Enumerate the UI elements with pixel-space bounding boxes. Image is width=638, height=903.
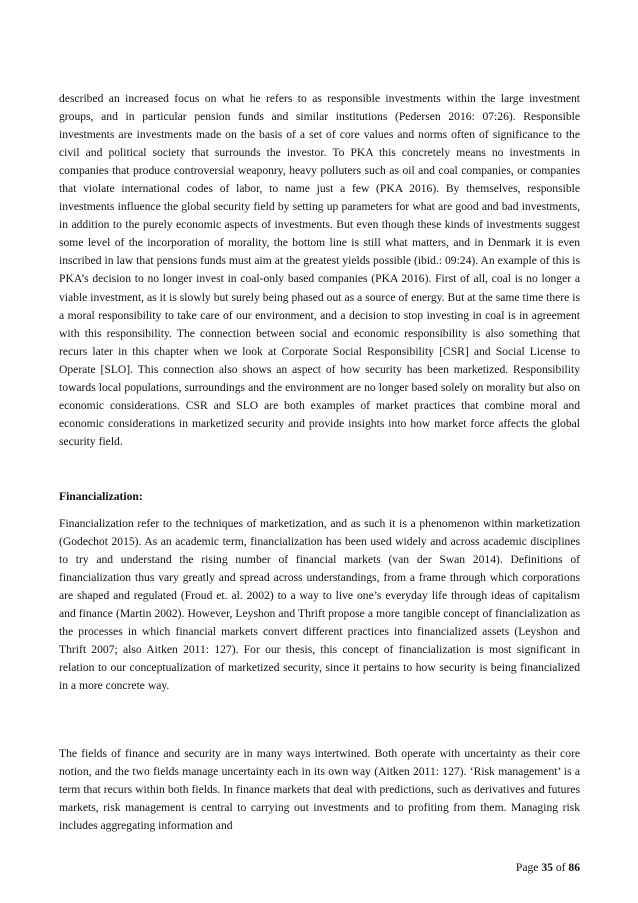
page-number: 35 [541,861,553,874]
body-paragraph-3 [59,745,580,835]
of-label: of [555,861,566,874]
page-label: Page [515,861,539,874]
paragraph-text: The fields of finance and security are in many ways intertwined. Both operate with uncertainty as their core notion, and the two fields manage uncertainty each in its own way (Aitken 2011: 127). ‘Risk management’ is a term that recurs within both fields. In finance markets that deal with predictions, such as derivatives and futures markets, risk management is central to carrying out investments and to profiting from them. Managing risk includes aggregating information and [59,747,580,833]
paragraph-text: Financialization refer to the techniques of marketization, and as such it is a phenomenon within marketization (Godechot 2015). As an academic term, financialization has been used widely and across academic disciplines to try and understand the rising number of financial markets (van der Swan 2014). Definitions of financialization thus vary greatly and spread across understandings, from a frame through which corporations are shaped and regulated (Froud et. al. 2002) to a way to live one’s everyday life through ideas of capitalism and finance (Martin 2002). However, Leyshon and Thrift propose a more tangible concept of financialization as the processes in which financial markets convert different practices into financialized assets (Leyshon and Thrift 2007; also Aitken 2011: 127). For our thesis, this concept of financialization is most significant in relation to our conceptualization of marketized security, since it pertains to how security is being financialized in a more concrete way. [59,517,580,693]
paragraph-text: described an increased focus on what he refers to as responsible investments within the large investment groups, and in particular pension funds and similar institutions (Pedersen 2016: 07:26). Responsible investments are investments made on the basis of a set of core values and norms often of significance to the civil and political society that surrounds the investor. To PKA this concretely means no investments in companies that produce controversial weaponry, heavy polluters such as oil and coal companies, or companies that violate international codes of labor, to name just a few (PKA 2016). By themselves, responsible investments influence the global security field by setting up parameters for what are good and bad investments, in addition to the purely economic aspects of investments. But even though these kinds of investments suggest some level of the incorporation of morality, the bottom line is still what matters, and in Denmark it is even inscribed in law that pensions funds must aim at the greatest yields possible (ibid.: 09:24). An example of this is PKA’s decision to no longer invest in coal-only based companies (PKA 2016). First of all, coal is no longer a viable investment, as it is slowly but surely being phased out as a source of energy. But at the same time there is a moral responsibility to take care of our environment, and a decision to stop investing in coal is in agreement with this responsibility. The connection between social and economic responsibility is also something that recurs later in this chapter when we look at Corporate Social Responsibility [CSR] and Social License to Operate [SLO]. This connection also shows an aspect of how security has been marketized. Responsibility towards local populations, surroundings and the environment are no longer based solely on morality but also on economic considerations. CSR and SLO are both examples of market practices that combine moral and economic considerations in marketized security and provide insights into how market force affects the global security field. [59,92,580,448]
page-footer [516,860,580,876]
total-pages: 86 [568,861,580,874]
section-heading: Financialization: [59,490,143,503]
body-paragraph-2 [59,515,580,695]
body-paragraph-1 [59,90,580,451]
